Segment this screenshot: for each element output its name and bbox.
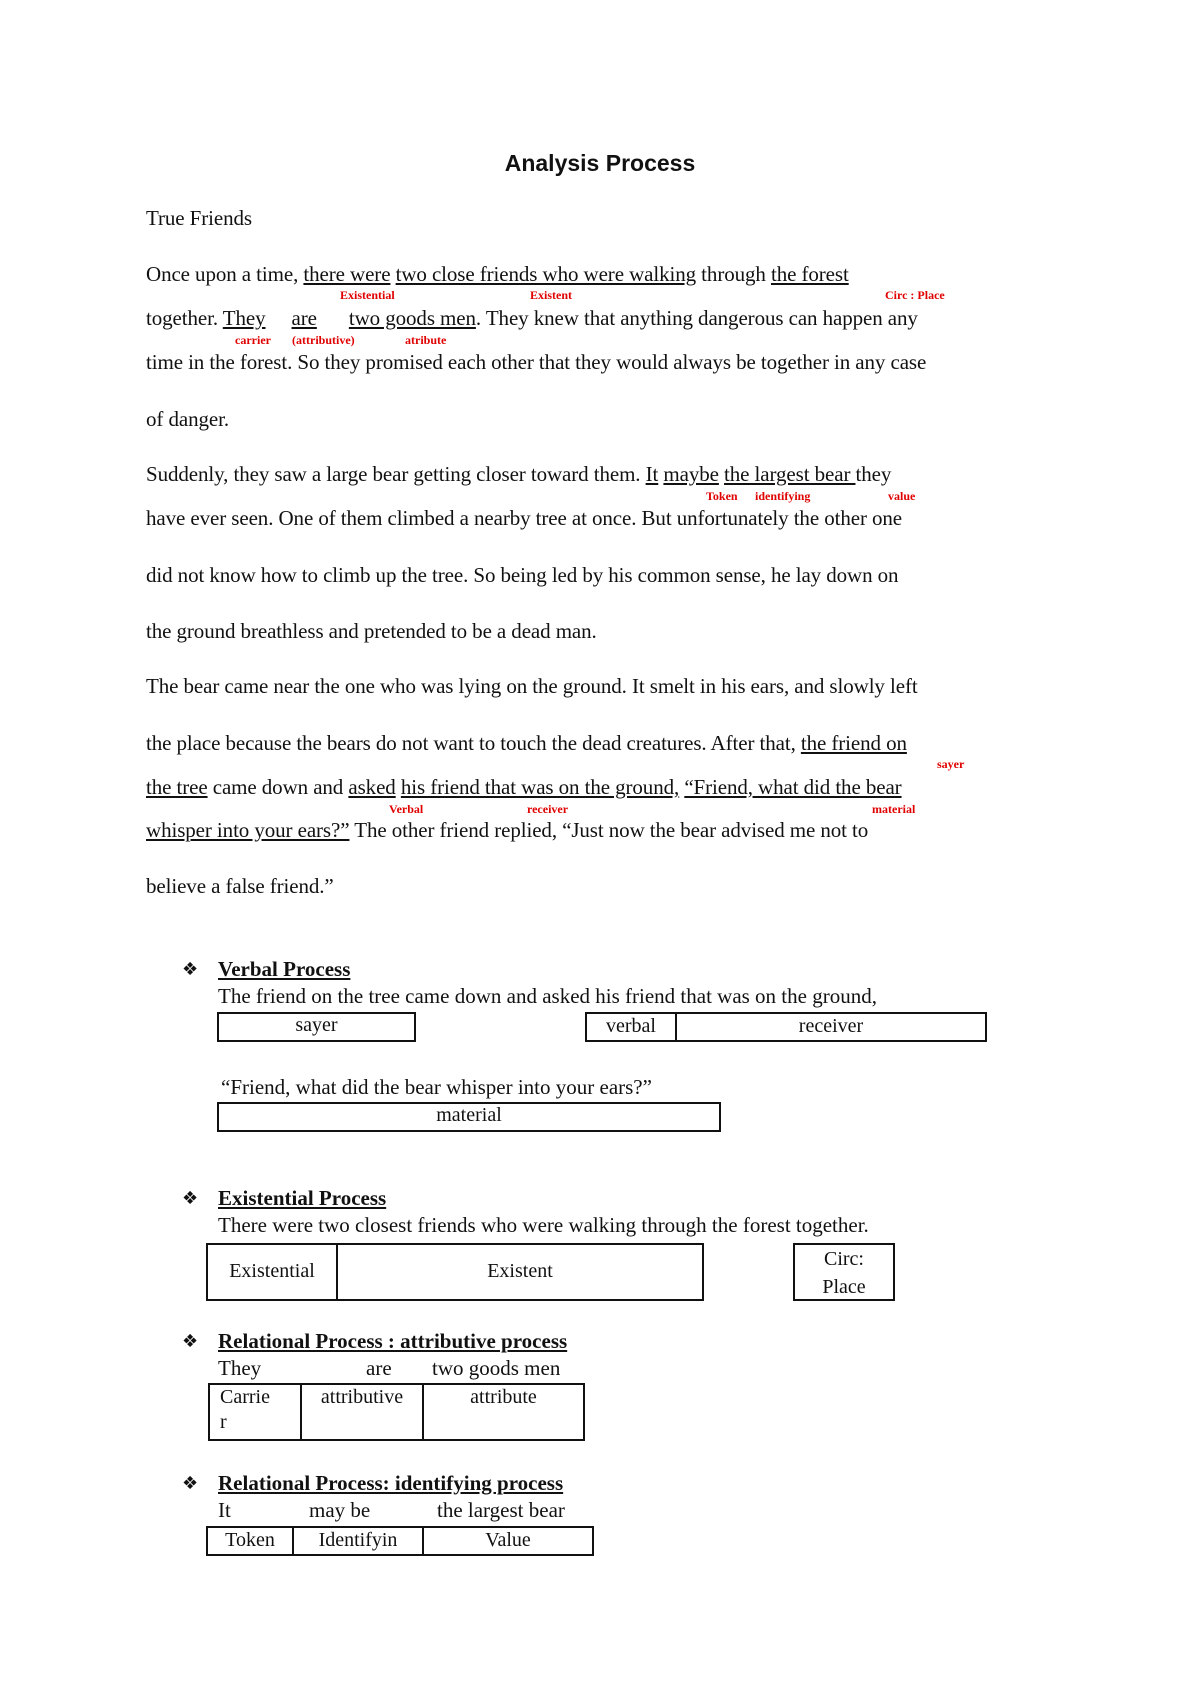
cell-verbal: verbal [587, 1014, 677, 1040]
story-line-8: the ground breathless and pretended to be a dead man. [146, 619, 597, 643]
identifying-word-it: It [218, 1498, 231, 1522]
identifying-process-heading: Relational Process: identifying process [218, 1471, 564, 1495]
circ-line-1: Circ: [824, 1248, 864, 1270]
story-line-10: the place because the bears do not want to touch the dead creatures. After that, the friend on [146, 731, 907, 755]
cell-token: Token [208, 1528, 294, 1554]
bullet-icon: ❖ [182, 959, 199, 980]
label-receiver: receiver [527, 802, 569, 816]
verbal-sentence-1: The friend on the tree came down and asked his friend that was on the ground, [218, 984, 877, 1008]
existential-process-heading: Existential Process [218, 1186, 387, 1210]
verbal-sentence-2: “Friend, what did the bear whisper into your ears?” [221, 1075, 652, 1099]
story-line-3: time in the forest. So they promised each other that they would always be together in any case [146, 350, 927, 374]
label-carrier: carrier [235, 333, 271, 347]
verbal-receiver-table [585, 1012, 987, 1042]
label-verbal: Verbal [389, 802, 424, 816]
cell-existential: Existential [208, 1245, 338, 1299]
attributive-word-two-goods-men: two goods men [432, 1356, 561, 1380]
story-line-7: did not know how to climb up the tree. So being led by his common sense, he lay down on [146, 563, 899, 587]
label-value: value [888, 489, 916, 503]
attributive-table [208, 1383, 585, 1441]
box-sayer: sayer [217, 1012, 416, 1042]
label-token: Token [706, 489, 738, 503]
label-attribute: atribute [405, 333, 447, 347]
cell-attribute: attribute [470, 1386, 537, 1408]
identifying-word-may-be: may be [309, 1498, 371, 1522]
attributive-word-they: They [218, 1356, 262, 1380]
cell-receiver: receiver [798, 1015, 864, 1037]
attributive-process-heading: Relational Process : attributive process [218, 1329, 568, 1353]
story-line-9: The bear came near the one who was lying on the ground. It smelt in his ears, and slowly left [146, 674, 918, 698]
attributive-word-are: are [366, 1356, 392, 1380]
circ-line-2: Place [822, 1276, 866, 1298]
cell-attributive: attributive [302, 1385, 424, 1439]
box-material: material [217, 1102, 721, 1132]
identifying-word-the-largest-bear: the largest bear [437, 1498, 565, 1522]
cell-existent: Existent [487, 1260, 553, 1282]
identifying-table [206, 1526, 594, 1556]
label-existent: Existent [530, 288, 572, 302]
bullet-icon: ❖ [182, 1331, 199, 1352]
cell-value: Value [485, 1529, 531, 1551]
existential-sentence: There were two closest friends who were walking through the forest together. [218, 1213, 869, 1237]
label-sayer: sayer [937, 757, 965, 771]
existential-table [206, 1243, 704, 1301]
box-circ-place [793, 1243, 895, 1301]
story-line-11: the tree came down and asked his friend that was on the ground, “Friend, what did the bear [146, 775, 902, 799]
cell-carrier: Carrie r [210, 1385, 302, 1439]
page-title: Analysis Process [504, 150, 696, 176]
label-existential: Existential [340, 288, 395, 302]
story-line-2: together. They are two goods men. They knew that anything dangerous can happen any [146, 306, 918, 330]
label-attributive: (attributive) [292, 333, 355, 347]
story-line-13: believe a false friend.” [146, 874, 334, 898]
label-material: material [872, 802, 916, 816]
story-line-12: whisper into your ears?” The other friend replied, “Just now the bear advised me not to [146, 818, 869, 842]
label-identifying: identifying [755, 489, 811, 503]
story-line-4: of danger. [146, 407, 229, 431]
story-line-1: Once upon a time, there were two close friends who were walking through the forest [146, 262, 849, 286]
verbal-process-heading: Verbal Process [218, 957, 351, 981]
story-line-5: Suddenly, they saw a large bear getting closer toward them. It maybe the largest bear they [146, 462, 892, 486]
bullet-icon: ❖ [182, 1473, 199, 1494]
story-heading: True Friends [146, 206, 252, 230]
cell-identifying: Identifyin [294, 1528, 424, 1554]
label-circ-place: Circ : Place [885, 288, 945, 302]
bullet-icon: ❖ [182, 1188, 199, 1209]
story-line-6: have ever seen. One of them climbed a nearby tree at once. But unfortunately the other one [146, 506, 903, 530]
